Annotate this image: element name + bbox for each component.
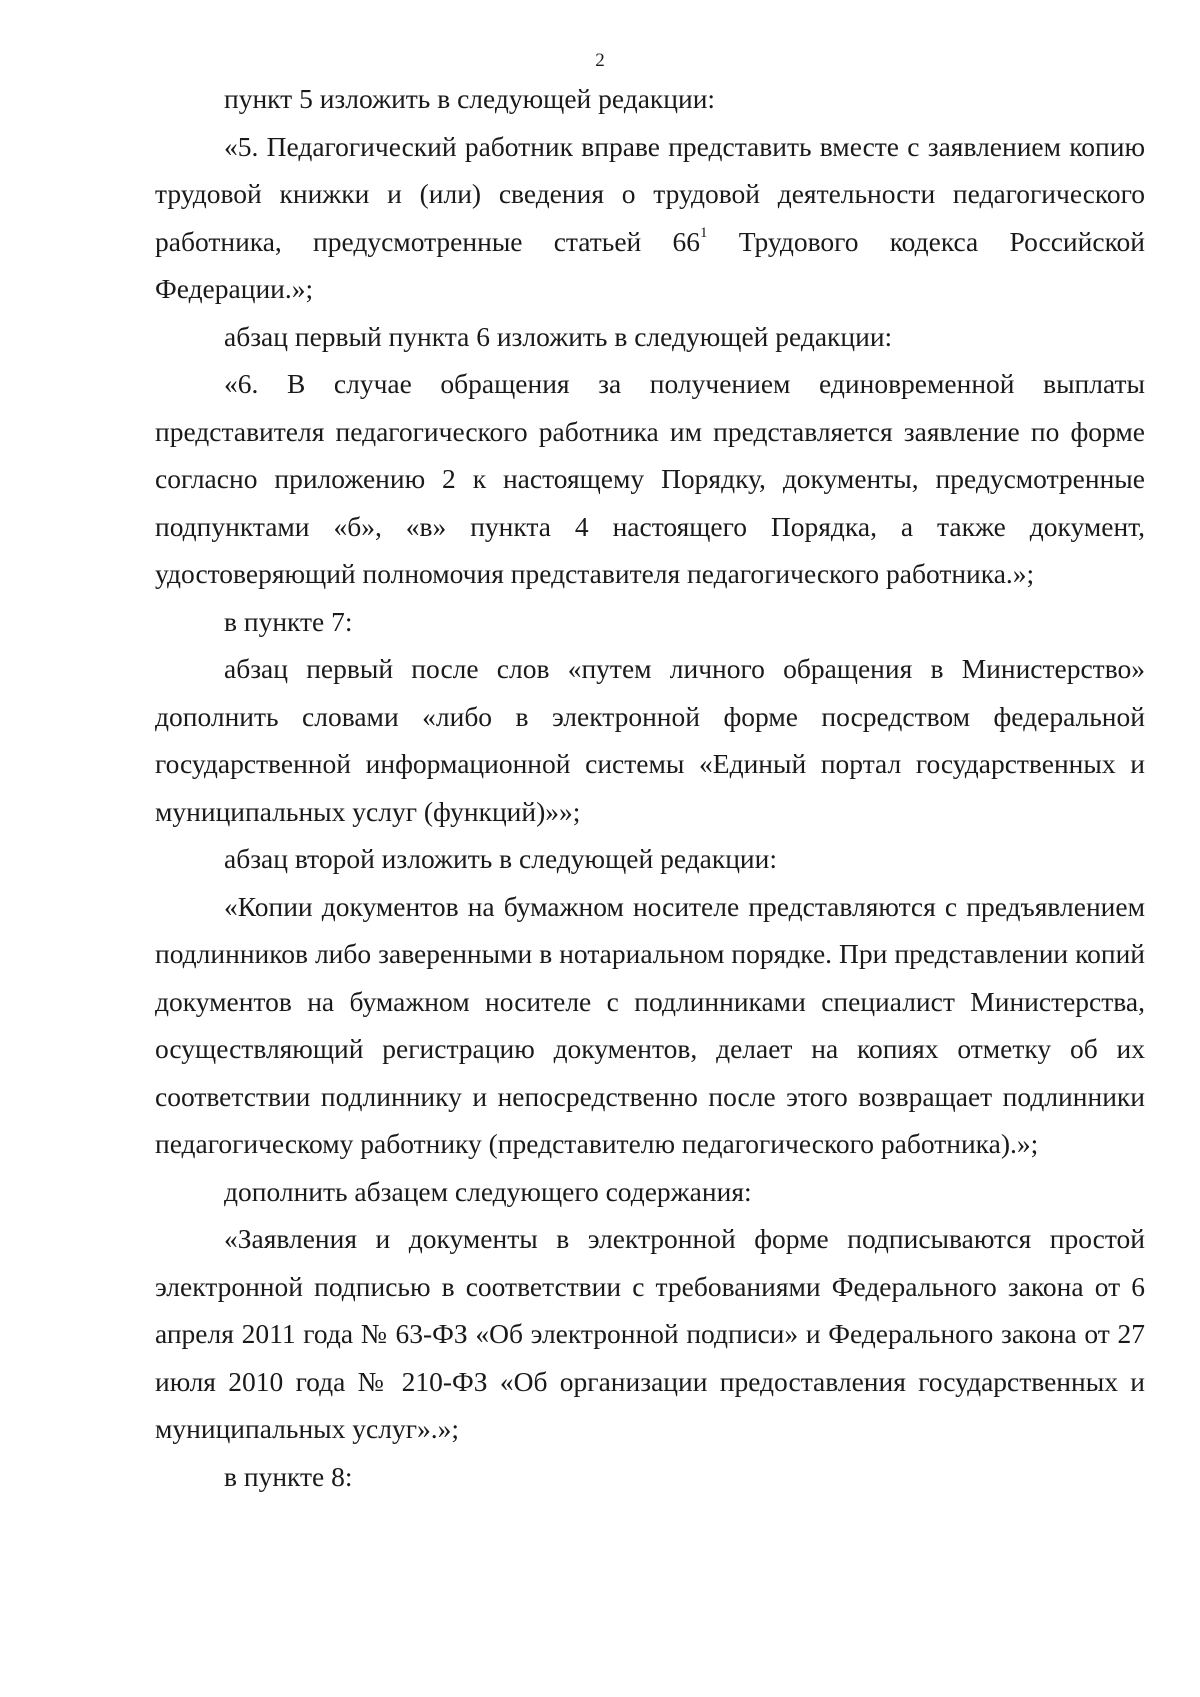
paragraph: абзац первый пункта 6 изложить в следующей редакции: bbox=[224, 320, 893, 352]
paragraph: дополнить абзацем следующего содержания: bbox=[224, 1175, 752, 1207]
paragraph: абзац второй изложить в следующей редакции: bbox=[224, 843, 778, 874]
page-number: 2 bbox=[595, 50, 605, 71]
paragraph: «6. В случае обращения за получением единовременной выплаты представителя педагогического работника им представляется заявление по форме согласно приложению 2 к настоящему Порядку, документы, предусмотренные подпунктами «б», «в» пункта 4 настоящего Порядка, а также документ, удостоверяющий полномочия представителя педагогического работника.»; bbox=[155, 368, 1145, 589]
paragraph-text: «5. Педагогический работник вправе представить вместе с заявлением копию трудовой книжки и (или) сведения о трудовой деятельности педагогического работника, предусмотренные статьей 66 bbox=[155, 130, 1145, 257]
paragraph: абзац первый после слов «путем личного обращения в Министерство» дополнить словами «либо в электронной форме посредством федеральной государственной информационной системы «Единый портал государственных и муниципальных услуг (функций)»»; bbox=[155, 653, 1145, 827]
paragraph: «Заявления и документы в электронной форме подписываются простой электронной подписью в соответствии с требованиями Федерального закона от 6 апреля 2011 года № 63-ФЗ «Об электронной подписи» и Федерального закона от 27 июля 2010 года № 210-ФЗ «Об организации предоставления государственных и муниципальных услуг».»; bbox=[155, 1223, 1145, 1444]
paragraph: в пункте 7: bbox=[224, 605, 353, 637]
paragraph-text-tail: Трудового кодекса Российской Федерации.»; bbox=[155, 225, 1145, 304]
document-body bbox=[155, 75, 1145, 1500]
paragraph: «Копии документов на бумажном носителе представляются с предъявлением подлинников либо заверенными в нотариальном порядке. При представлении копий документов на бумажном носителе с подлинниками специалист Министерства, осуществляющий регистрацию документов, делает на копиях отметку об их соответствии подлиннику и непосредственно после этого возвращает подлинники педагогическому работнику (представителю педагогического работника).»; bbox=[155, 890, 1145, 1159]
paragraph bbox=[155, 123, 1145, 313]
paragraph: в пункте 8: bbox=[224, 1460, 353, 1492]
paragraph: пункт 5 изложить в следующей редакции: bbox=[224, 83, 716, 114]
superscript-mark: 1 bbox=[699, 224, 708, 241]
